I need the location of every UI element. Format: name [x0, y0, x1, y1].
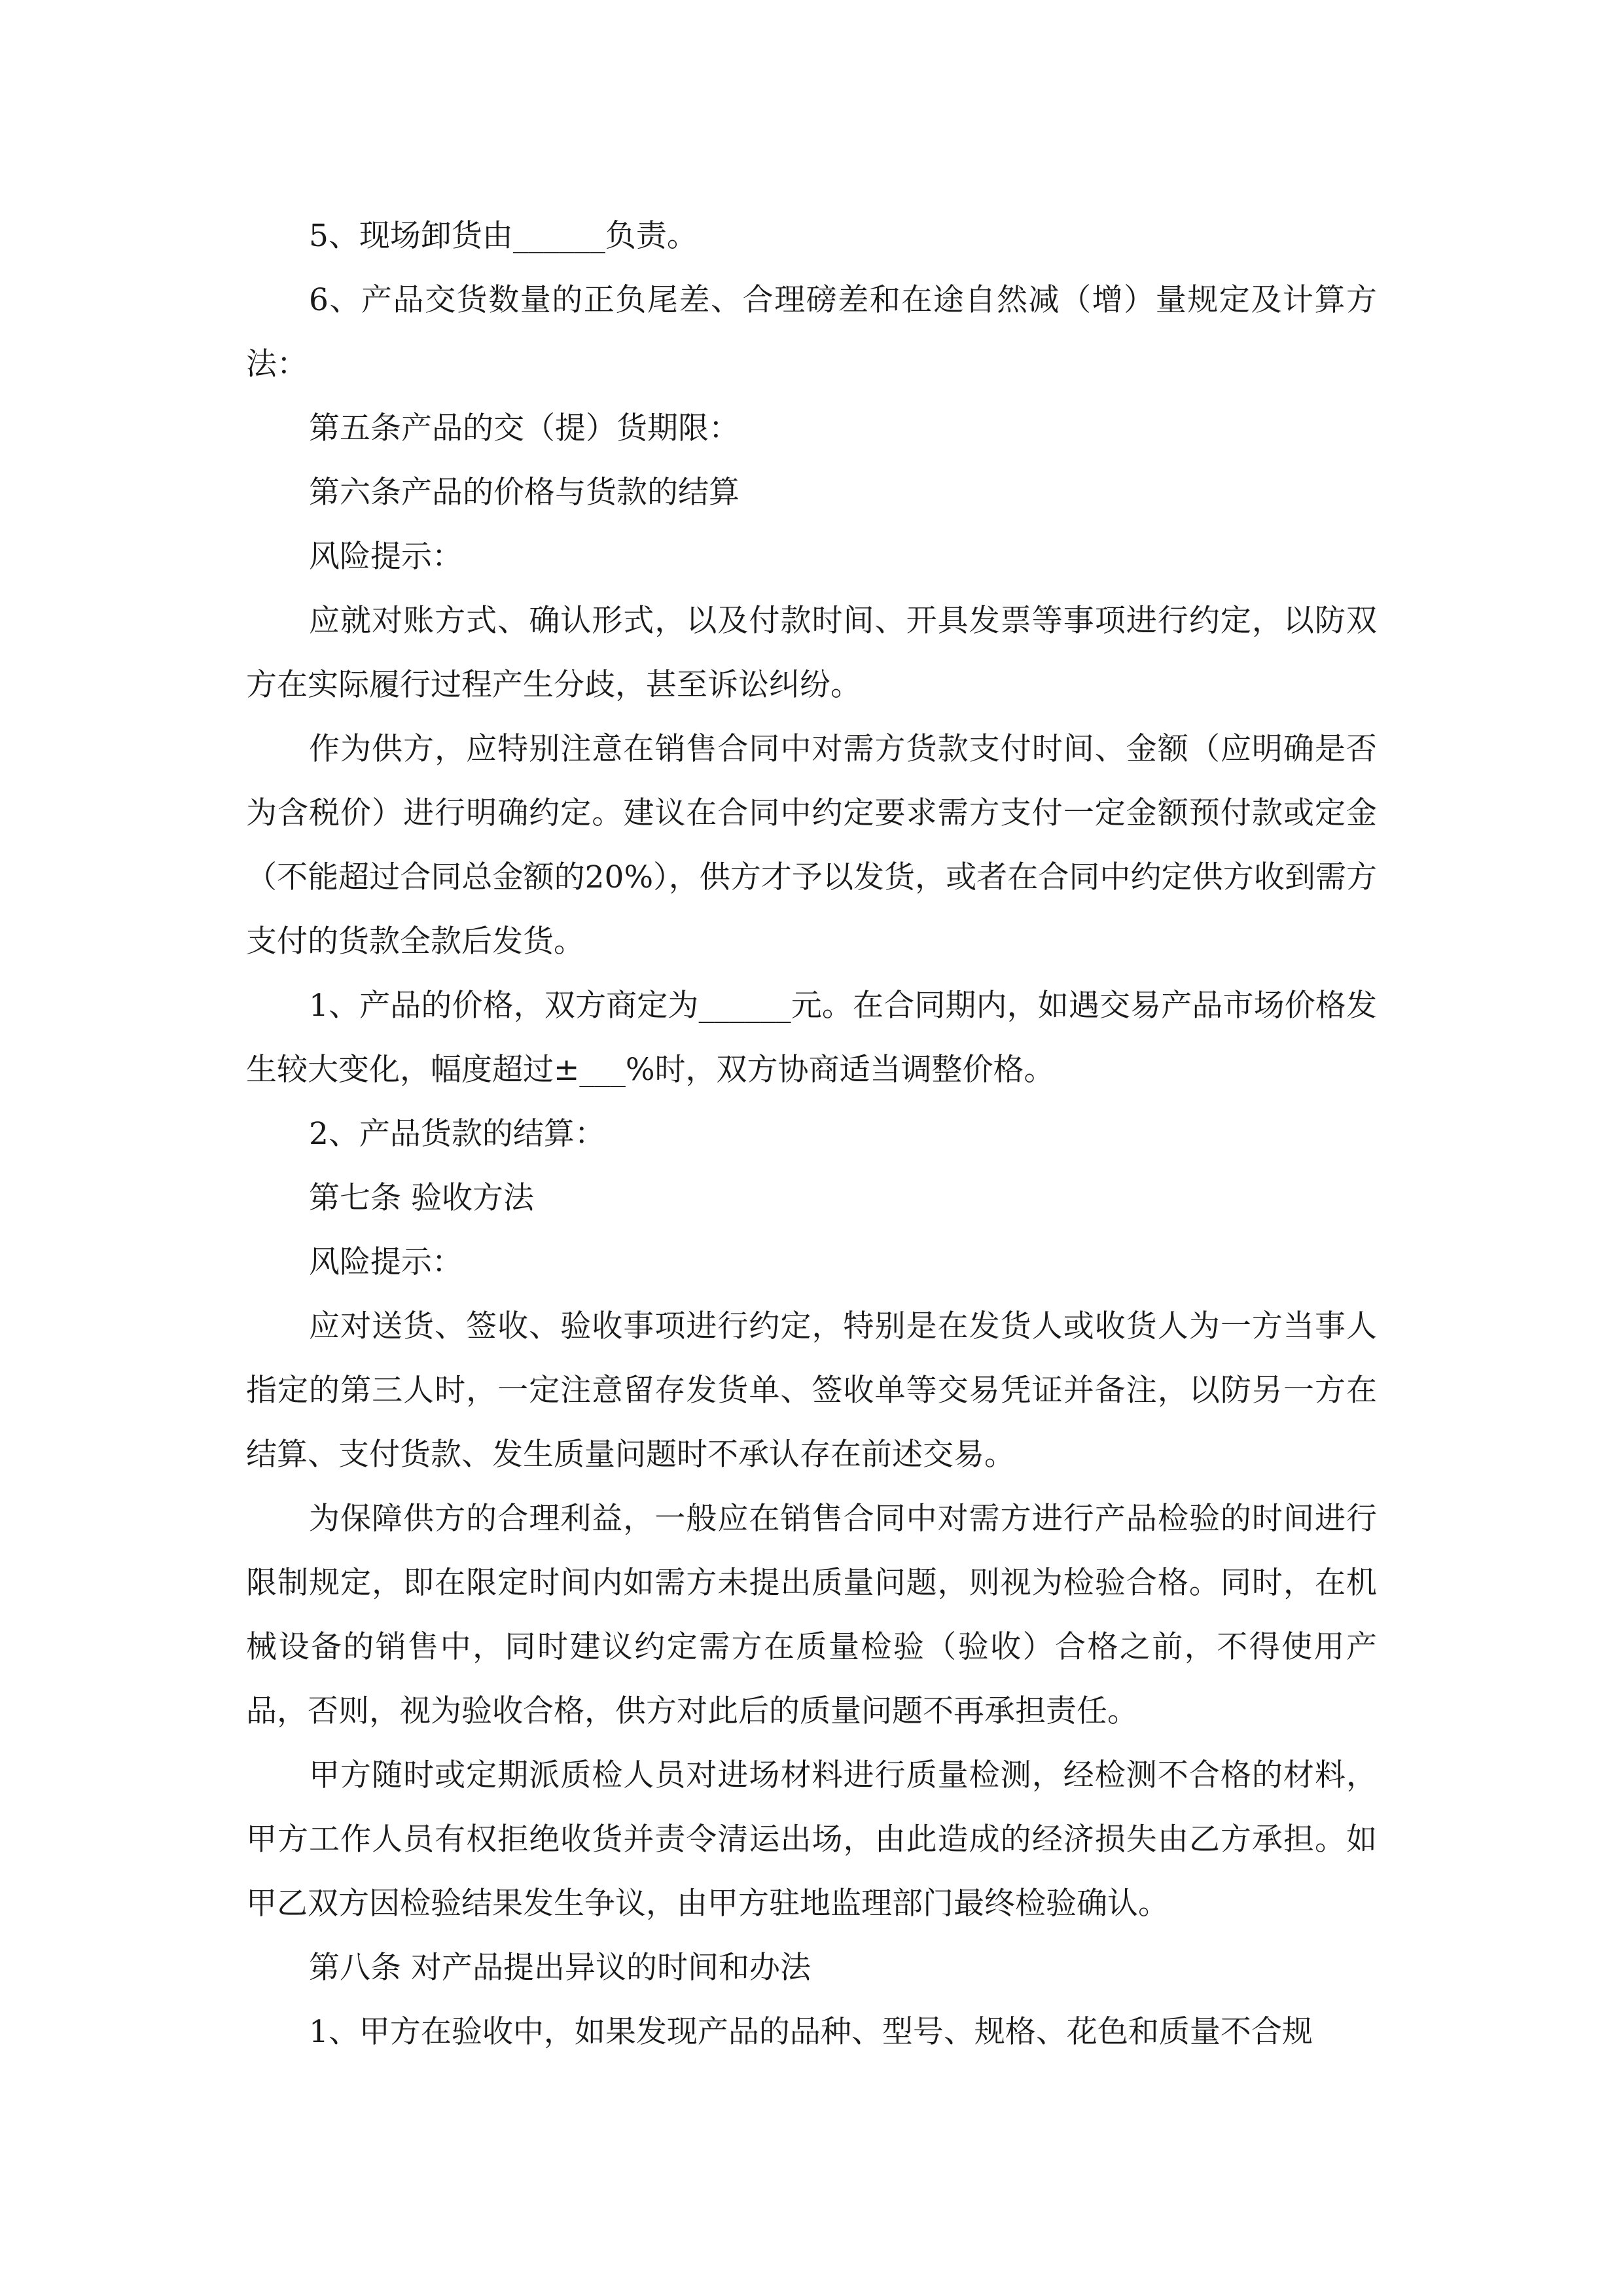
- article-6-heading: 第六条产品的价格与货款的结算: [309, 475, 740, 511]
- paragraph-quantity-tolerance: 6、产品交货数量的正负尾差、合理磅差和在途自然减（增）量规定及计算方法：: [246, 282, 1377, 382]
- paragraph-delivery-receipt: 应对送货、签收、验收事项进行约定，特别是在发货人或收货人为一方当事人指定的第三人时，一定注意留存发货单、签收单等交易凭证并备注，以防另一方在结算、支付货款、发生质量问题时不承认存在前述交易。: [246, 1308, 1377, 1473]
- paragraph-reconciliation: 应就对账方式、确认形式，以及付款时间、开具发票等事项进行约定，以防双方在实际履行过程产生分歧，甚至诉讼纠纷。: [246, 603, 1377, 703]
- article-8-heading: 第八条 对产品提出异议的时间和办法: [309, 1950, 811, 1986]
- paragraph-acceptance-objection: 1、甲方在验收中，如果发现产品的品种、型号、规格、花色和质量不合规: [309, 2014, 1313, 2050]
- paragraph-unloading-responsibility: 5、现场卸货由______负责。: [309, 218, 698, 254]
- risk-tip-label: 风险提示：: [309, 539, 463, 575]
- paragraph-payment-terms: 作为供方，应特别注意在销售合同中对需方货款支付时间、金额（应明确是否为含税价）进行明确约定。建议在合同中约定要求需方支付一定金额预付款或定金（不能超过合同总金额的20%），供方才予以发货，或者在合同中约定供方收到需方支付的货款全款后发货。: [246, 731, 1377, 960]
- article-5-heading: 第五条产品的交（提）货期限：: [309, 410, 740, 446]
- document-body: [246, 204, 1377, 2064]
- paragraph-quality-testing: 甲方随时或定期派质检人员对进场材料进行质量检测，经检测不合格的材料，甲方工作人员有权拒绝收货并责令清运出场，由此造成的经济损失由乙方承担。如甲乙双方因检验结果发生争议，由甲方驻地监理部门最终检验确认。: [246, 1757, 1377, 1922]
- paragraph-settlement: 2、产品货款的结算：: [309, 1116, 605, 1152]
- paragraph-product-price: 1、产品的价格，双方商定为______元。在合同期内，如遇交易产品市场价格发生较大变化，幅度超过±___%时，双方协商适当调整价格。: [246, 988, 1377, 1088]
- risk-tip-label: 风险提示：: [309, 1244, 463, 1280]
- article-7-heading: 第七条 验收方法: [309, 1180, 534, 1216]
- paragraph-inspection-period: 为保障供方的合理利益，一般应在销售合同中对需方进行产品检验的时间进行限制规定，即在限定时间内如需方未提出质量问题，则视为检验合格。同时，在机械设备的销售中，同时建议约定需方在质量检验（验收）合格之前，不得使用产品，否则，视为验收合格，供方对此后的质量问题不再承担责任。: [246, 1501, 1377, 1729]
